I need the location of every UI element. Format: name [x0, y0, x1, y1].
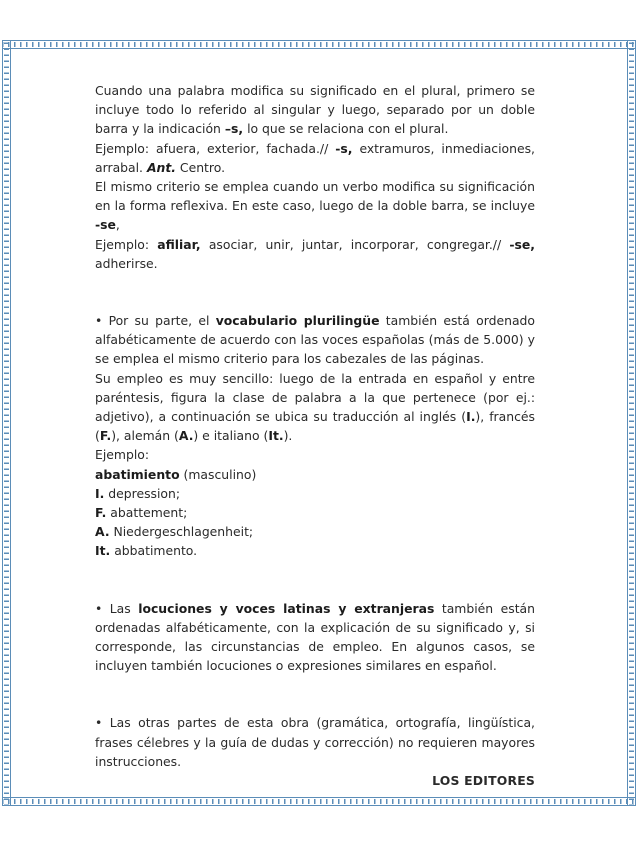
editors-signature: LOS EDITORES [432, 773, 535, 789]
other-parts-paragraph: • Las otras partes de esta obra (gramática, ortografía, lingüística, frases célebres y la guía de dudas y corrección) no requieren mayores instrucciones. [95, 715, 535, 769]
translation-english: I. depression; [95, 485, 181, 501]
translation-french: F. abattement; [95, 505, 188, 521]
multilingual-intro: • Por su parte, el vocabulario plurilingüe también está ordenado alfabéticamente de acuerdo con las voces españolas (más de 5.000) y se emplea el mismo criterio para los cabezales de las páginas. [95, 313, 535, 367]
multilingual-usage: Su empleo es muy sencillo: luego de la entrada en español y entre paréntesis, figura la clase de palabra a la que pertenece (por ej.: adjetivo), a continuación se ubica su traducción al inglés (I.), francés (F.), alemán (A.) e italiano (It.). [95, 370, 535, 444]
right-decorative-border [627, 40, 636, 806]
translation-german: A. Niedergeschlagenheit; [95, 524, 254, 540]
plural-example: Ejemplo: afuera, exterior, fachada.// -s, extramuros, inmediaciones, arrabal. Ant. Centro. [95, 140, 535, 175]
top-decorative-border [2, 40, 636, 49]
reflexive-example: Ejemplo: afiliar, asociar, unir, juntar, incorporar, congregar.// -se, adherirse. [95, 236, 535, 271]
plural-rule-paragraph: Cuando una palabra modifica su significado en el plural, primero se incluye todo lo referido al singular y luego, separado por un doble barra y la indicación –s, lo que se relaciona con el plural. [95, 83, 535, 137]
example-label: Ejemplo: [95, 447, 150, 463]
latin-locutions-paragraph: • Las locuciones y voces latinas y extranjeras también están ordenadas alfabéticamente, con la explicación de su significado y, si corresponde, las circunstancias de empleo. En algunos casos, se incluyen también locuciones o expresiones similares en español. [95, 600, 535, 674]
bottom-decorative-border [2, 797, 636, 806]
entry-headword: abatimiento (masculino) [95, 466, 257, 482]
translation-italian: It. abbatimento. [95, 543, 198, 559]
reflexive-rule-paragraph: El mismo criterio se emplea cuando un verbo modifica su significación en la forma reflexiva. En este caso, luego de la doble barra, se incluye -se, [95, 179, 535, 233]
page-body [95, 81, 535, 790]
left-decorative-border [2, 40, 11, 806]
